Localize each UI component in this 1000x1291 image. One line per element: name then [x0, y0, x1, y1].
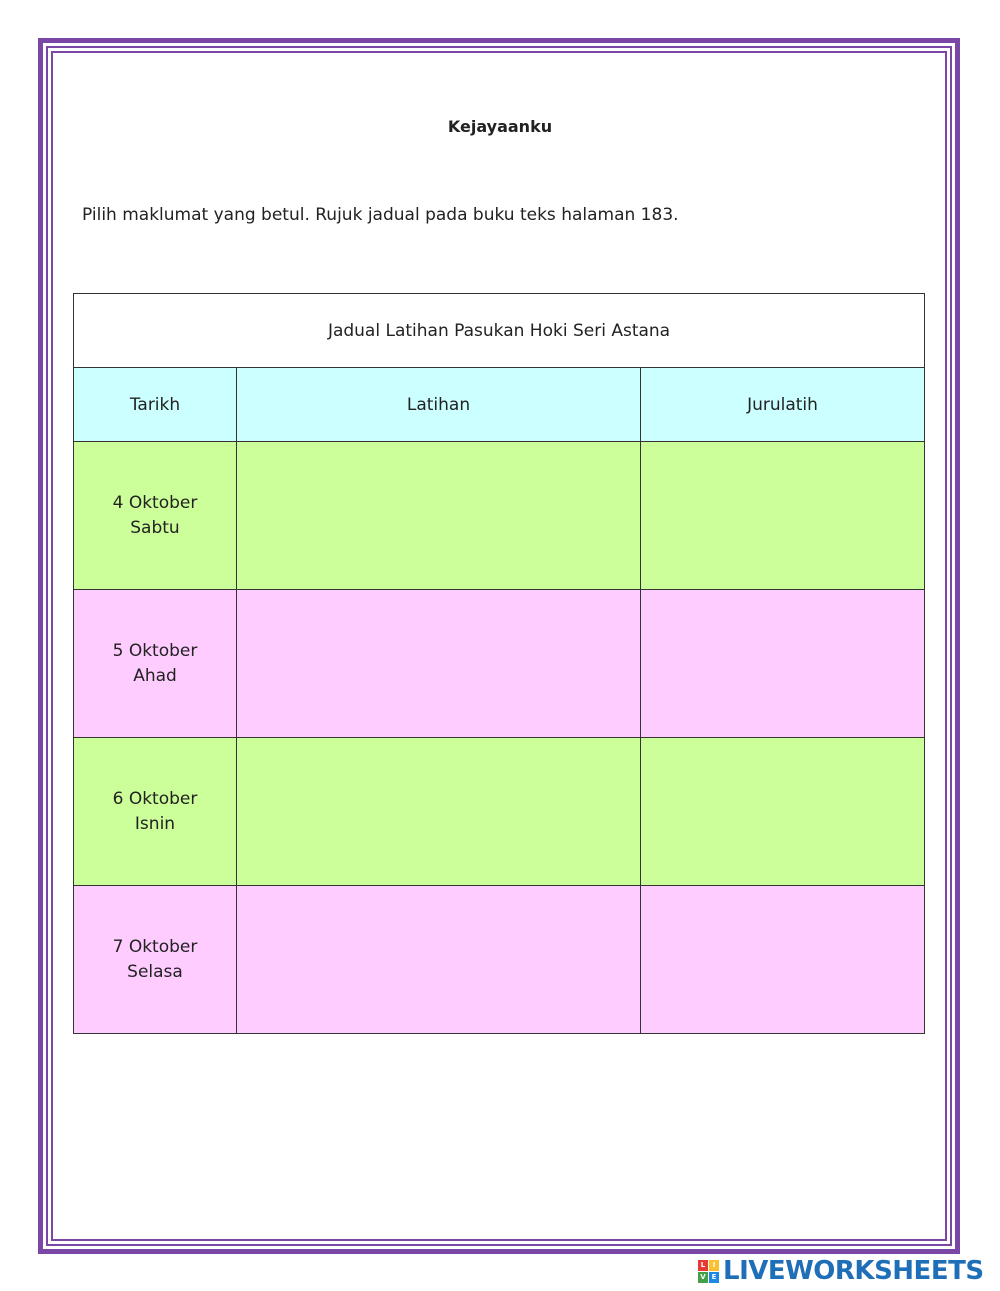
liveworksheets-logo: [698, 1257, 984, 1285]
header-latihan: Latihan: [237, 368, 641, 442]
date-label: 6 Oktober: [112, 788, 198, 809]
jurulatih-answer-cell[interactable]: [641, 590, 925, 738]
date-cell: [74, 442, 237, 590]
date-label: 4 Oktober: [112, 492, 198, 513]
jurulatih-answer-cell[interactable]: [641, 886, 925, 1034]
jurulatih-answer-cell[interactable]: [641, 442, 925, 590]
day-label: Isnin: [134, 813, 176, 834]
day-label: Ahad: [133, 665, 177, 686]
latihan-answer-cell[interactable]: [237, 886, 641, 1034]
jurulatih-answer-cell[interactable]: [641, 738, 925, 886]
table-row: [74, 738, 925, 886]
liveworksheets-logo-text: LIVEWORKSHEETS: [723, 1256, 984, 1286]
table-row: [74, 442, 925, 590]
day-label: Selasa: [127, 961, 183, 982]
worksheet-title: Kejayaanku: [447, 117, 553, 136]
date-label: 5 Oktober: [112, 640, 198, 661]
header-jurulatih: Jurulatih: [641, 368, 925, 442]
training-schedule-table: [73, 293, 925, 1034]
table-header-row: [74, 368, 925, 442]
date-cell: [74, 886, 237, 1034]
day-label: Sabtu: [130, 517, 180, 538]
latihan-answer-cell[interactable]: [237, 442, 641, 590]
liveworksheets-logo-icon: L I V E: [698, 1260, 719, 1283]
table-caption-row: [74, 294, 925, 368]
latihan-answer-cell[interactable]: [237, 590, 641, 738]
table-row: [74, 886, 925, 1034]
date-label: 7 Oktober: [112, 936, 198, 957]
table-row: [74, 590, 925, 738]
date-cell: [74, 590, 237, 738]
instruction-text: Pilih maklumat yang betul. Rujuk jadual pada buku teks halaman 183.: [82, 205, 679, 225]
header-tarikh: Tarikh: [74, 368, 237, 442]
latihan-answer-cell[interactable]: [237, 738, 641, 886]
table-caption: Jadual Latihan Pasukan Hoki Seri Astana: [74, 294, 925, 368]
date-cell: [74, 738, 237, 886]
